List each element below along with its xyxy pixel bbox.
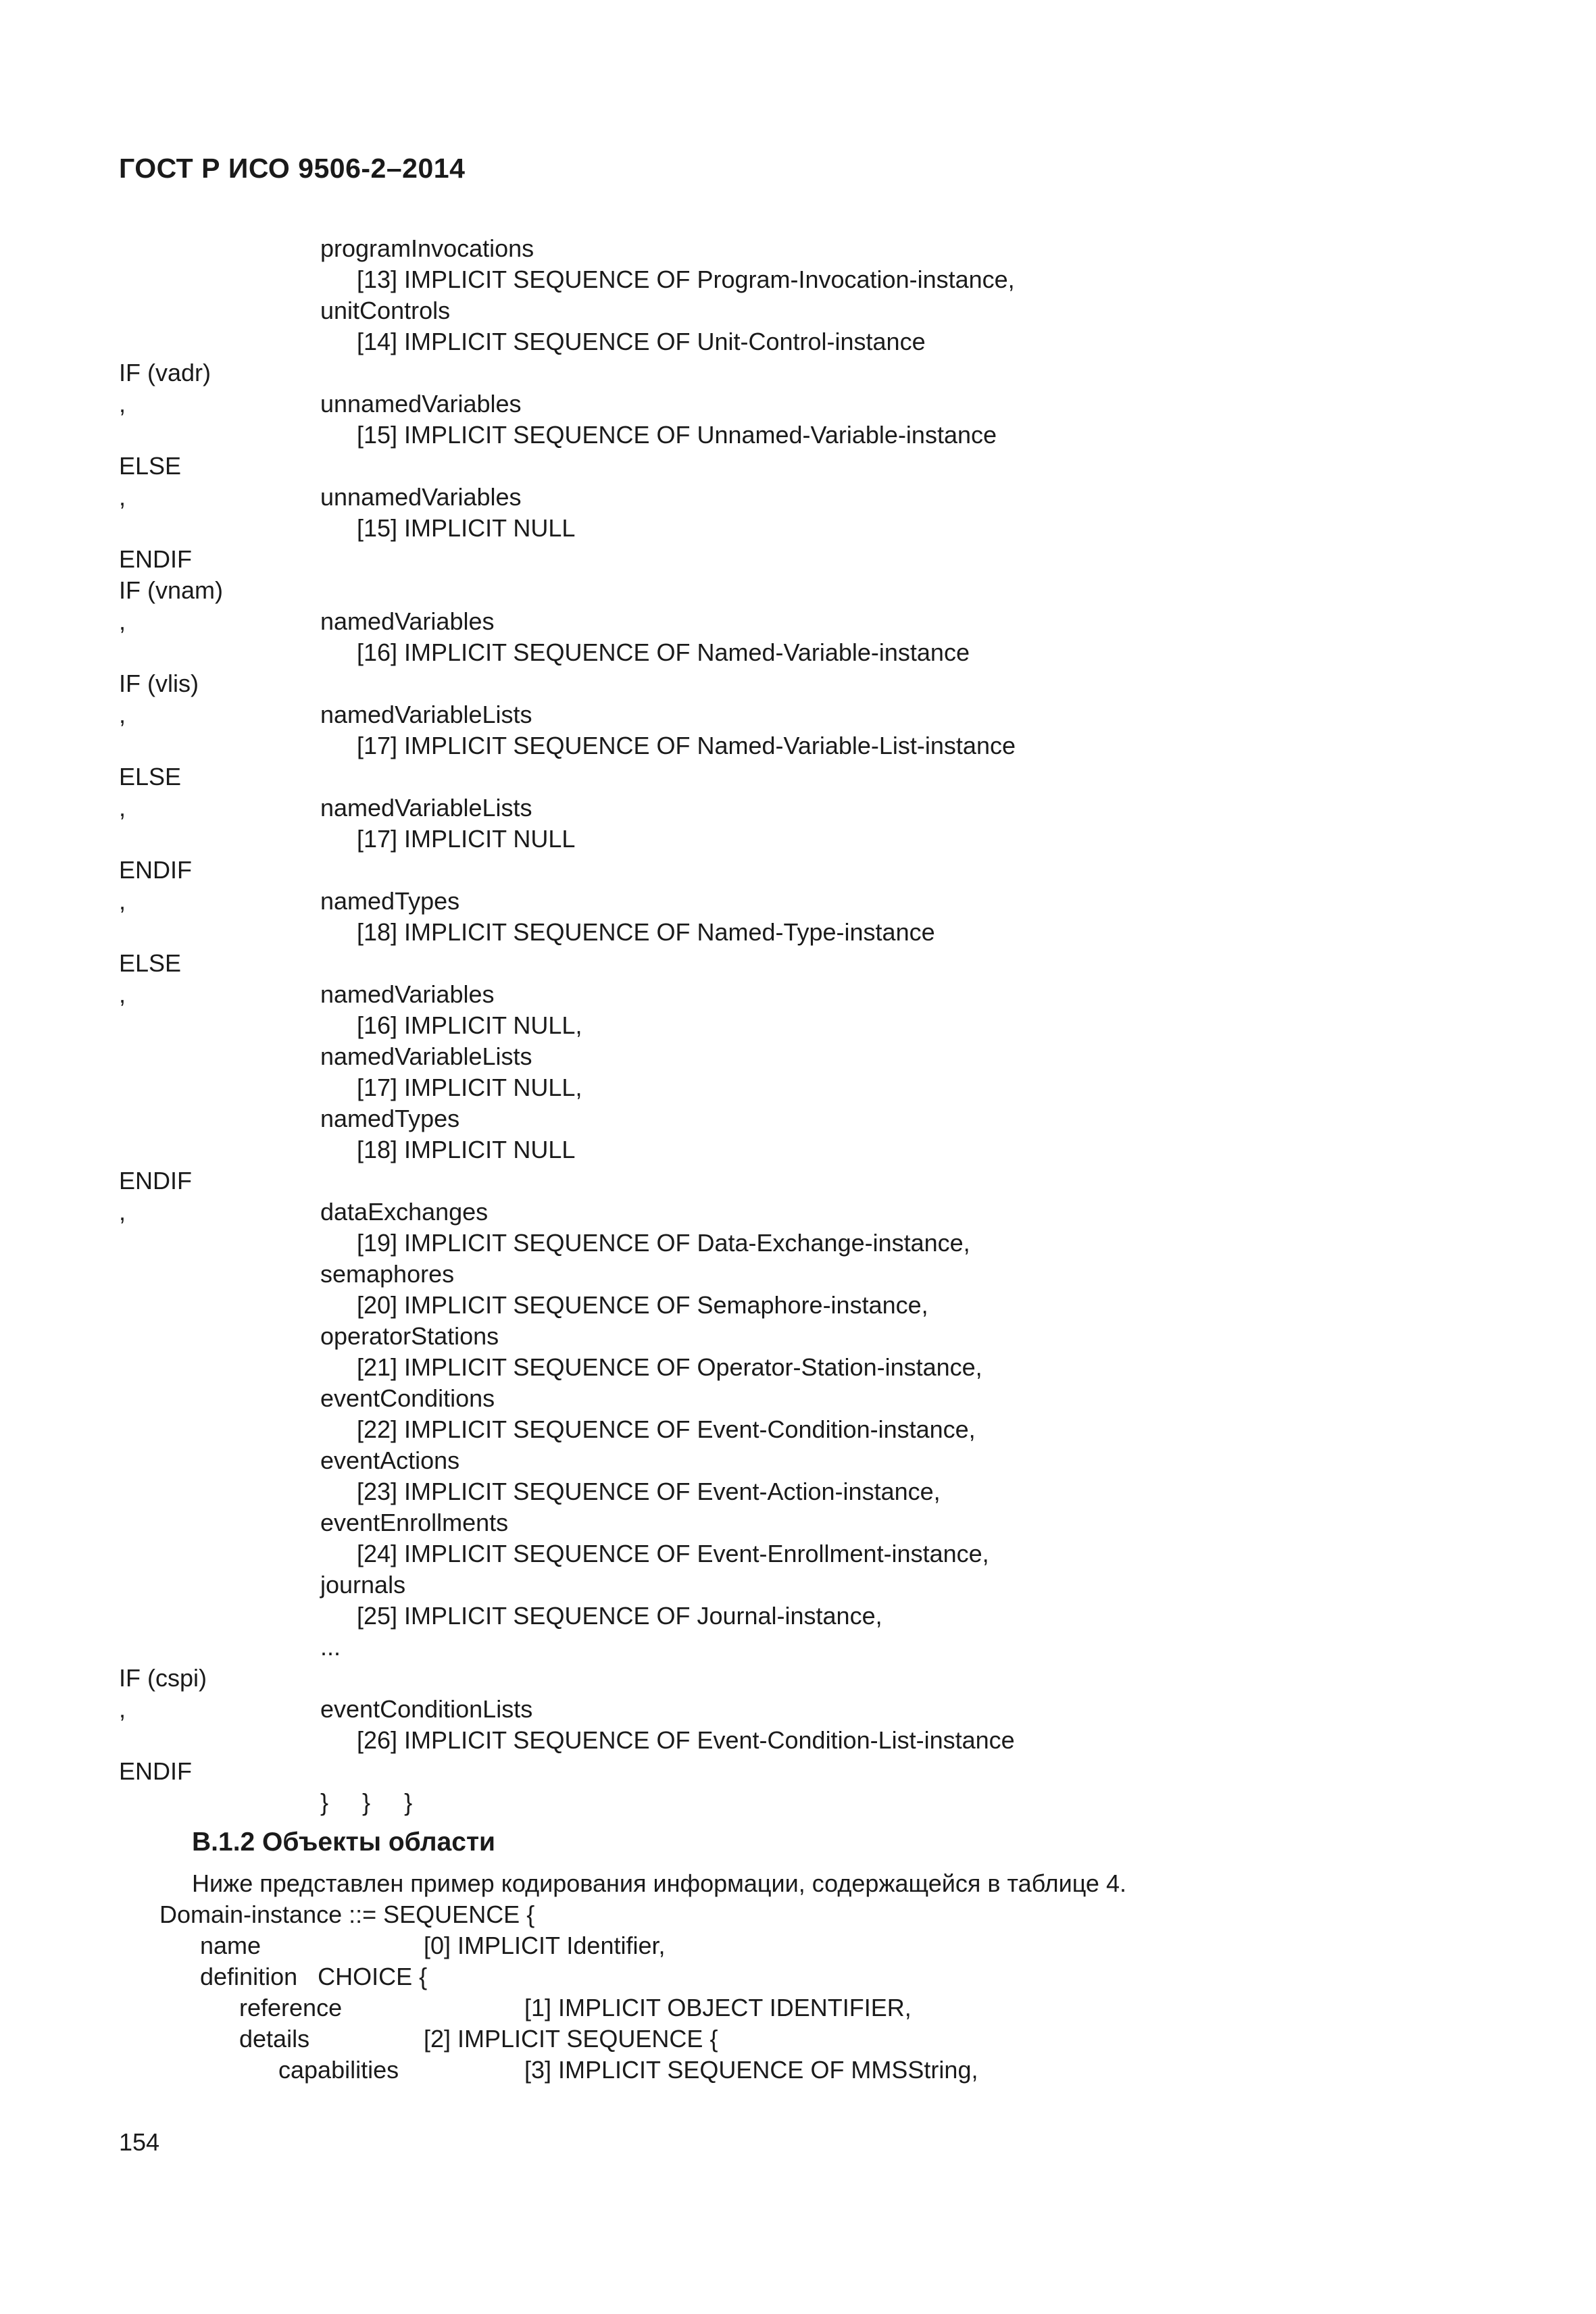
code-line: [16] IMPLICIT NULL,	[357, 1011, 582, 1039]
domain-line: reference	[239, 1994, 343, 2021]
code-line: } } }	[320, 1788, 413, 1816]
code-line: ...	[320, 1633, 341, 1661]
domain-line-type: [2] IMPLICIT SEQUENCE {	[424, 2025, 718, 2053]
code-line: ENDIF	[119, 1757, 192, 1785]
domain-line: Domain-instance ::= SEQUENCE {	[159, 1901, 535, 1928]
code-line: [17] IMPLICIT NULL	[357, 825, 576, 853]
code-line-field: namedVariables	[320, 607, 495, 635]
domain-line-type: [1] IMPLICIT OBJECT IDENTIFIER,	[524, 1994, 912, 2021]
code-line-field: eventConditionLists	[320, 1695, 533, 1723]
code-line: [15] IMPLICIT NULL	[357, 514, 576, 542]
code-line: journals	[320, 1571, 406, 1599]
code-line: [24] IMPLICIT SEQUENCE OF Event-Enrollment-instance,	[357, 1540, 989, 1567]
code-line: [17] IMPLICIT NULL,	[357, 1074, 582, 1101]
code-line-field: namedVariables	[320, 980, 495, 1008]
code-line: ,	[119, 887, 126, 915]
code-line: ,	[119, 794, 126, 822]
code-line: unitControls	[320, 297, 451, 324]
code-line: operatorStations	[320, 1322, 499, 1350]
code-line: ELSE	[119, 452, 182, 480]
code-line: ENDIF	[119, 856, 192, 884]
section-title: B.1.2 Объекты области	[192, 1828, 496, 1857]
code-line: eventActions	[320, 1447, 460, 1474]
code-line-field: dataExchanges	[320, 1198, 489, 1226]
code-line: IF (vnam)	[119, 576, 224, 604]
page-header: ГОСТ Р ИСО 9506-2–2014	[119, 153, 466, 184]
domain-line-type: [3] IMPLICIT SEQUENCE OF MMSString,	[524, 2056, 978, 2084]
code-line-field: unnamedVariables	[320, 483, 522, 511]
code-line: eventEnrollments	[320, 1509, 509, 1536]
domain-line: capabilities	[278, 2056, 399, 2084]
code-line: [26] IMPLICIT SEQUENCE OF Event-Condition-List-instance	[357, 1726, 1015, 1754]
code-line: eventConditions	[320, 1384, 495, 1412]
domain-line: definition CHOICE {	[200, 1963, 428, 1990]
code-line: IF (cspi)	[119, 1664, 207, 1692]
code-line: [18] IMPLICIT NULL	[357, 1136, 576, 1163]
code-line: [17] IMPLICIT SEQUENCE OF Named-Variable-List-instance	[357, 732, 1016, 759]
code-line: [25] IMPLICIT SEQUENCE OF Journal-instance,	[357, 1602, 882, 1630]
domain-line-type: [0] IMPLICIT Identifier,	[424, 1932, 666, 1959]
code-line-field: unnamedVariables	[320, 390, 522, 418]
domain-line: details	[239, 2025, 310, 2053]
code-line: ,	[119, 1198, 126, 1226]
code-line: ,	[119, 390, 126, 418]
code-line: [13] IMPLICIT SEQUENCE OF Program-Invocation-instance,	[357, 266, 1015, 293]
domain-line: name	[200, 1932, 261, 1959]
code-line: [16] IMPLICIT SEQUENCE OF Named-Variable-instance	[357, 638, 970, 666]
code-line: ,	[119, 483, 126, 511]
code-line: ,	[119, 607, 126, 635]
intro-paragraph: Ниже представлен пример кодирования информации, содержащейся в таблице 4.	[192, 1869, 1126, 1897]
code-line-field: namedVariableLists	[320, 794, 532, 822]
code-line: ENDIF	[119, 1167, 192, 1194]
code-line-field: namedVariableLists	[320, 701, 532, 728]
code-line: [15] IMPLICIT SEQUENCE OF Unnamed-Variable-instance	[357, 421, 997, 449]
code-line: ,	[119, 980, 126, 1008]
code-line: IF (vlis)	[119, 670, 199, 697]
code-line: ,	[119, 701, 126, 728]
code-line: [18] IMPLICIT SEQUENCE OF Named-Type-instance	[357, 918, 935, 946]
code-line: ELSE	[119, 949, 182, 977]
code-line: [23] IMPLICIT SEQUENCE OF Event-Action-instance,	[357, 1478, 941, 1505]
code-line: [21] IMPLICIT SEQUENCE OF Operator-Station-instance,	[357, 1353, 982, 1381]
code-line: ELSE	[119, 763, 182, 790]
code-line: IF (vadr)	[119, 359, 211, 386]
code-line: namedVariableLists	[320, 1042, 532, 1070]
code-line: [14] IMPLICIT SEQUENCE OF Unit-Control-instance	[357, 328, 926, 355]
code-line: [22] IMPLICIT SEQUENCE OF Event-Condition-instance,	[357, 1415, 976, 1443]
code-line: programInvocations	[320, 234, 534, 262]
code-line: [19] IMPLICIT SEQUENCE OF Data-Exchange-instance,	[357, 1229, 970, 1257]
code-line: semaphores	[320, 1260, 455, 1288]
code-line: [20] IMPLICIT SEQUENCE OF Semaphore-instance,	[357, 1291, 928, 1319]
code-line: namedTypes	[320, 1105, 460, 1132]
code-line: ,	[119, 1695, 126, 1723]
page-number: 154	[119, 2128, 160, 2156]
code-line: ENDIF	[119, 545, 192, 573]
code-line-field: namedTypes	[320, 887, 460, 915]
